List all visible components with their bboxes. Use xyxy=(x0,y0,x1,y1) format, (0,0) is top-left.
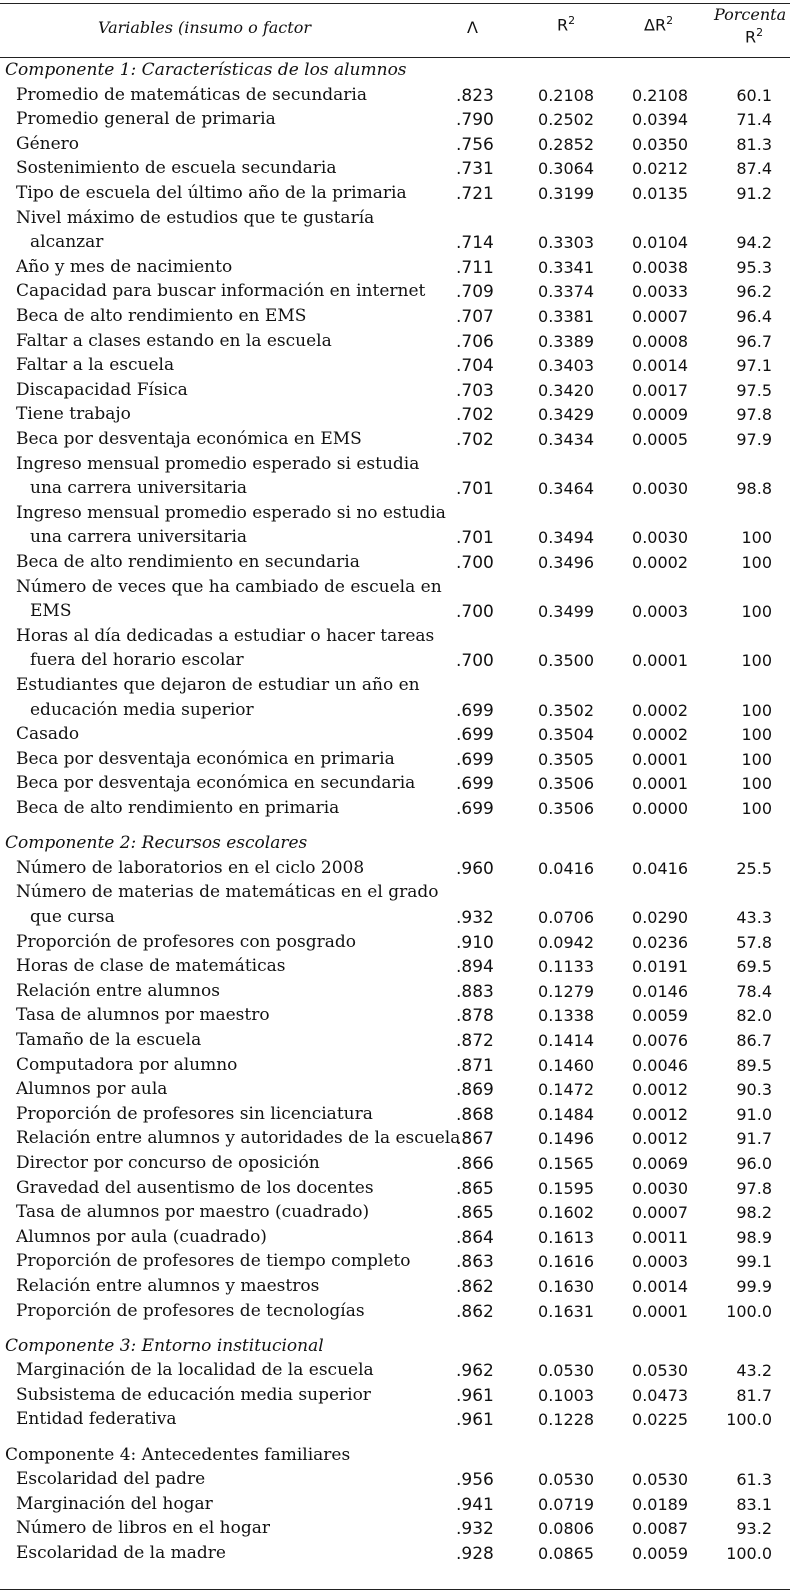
row-lambda: .932 xyxy=(456,907,494,928)
row-delta-r2: 0.0104 xyxy=(632,233,688,253)
row-percent: 57.8 xyxy=(736,932,772,952)
row-r2: 0.3420 xyxy=(538,380,594,400)
row-label: Subsistema de educación media superior xyxy=(16,1384,371,1405)
row-label: Tamaño de la escuela xyxy=(16,1029,202,1050)
row-r2: 0.0706 xyxy=(538,907,594,927)
row-lambda: .700 xyxy=(456,602,494,623)
row-label: Número de libros en el hogar xyxy=(16,1518,271,1539)
row-percent: 94.2 xyxy=(736,233,772,253)
row-label: Número de laboratorios en el ciclo 2008 xyxy=(16,857,365,878)
row-label: Beca de alto rendimiento en EMS xyxy=(16,306,307,326)
row-delta-r2: 0.0212 xyxy=(632,159,688,179)
row-label: Proporción de profesores con posgrado xyxy=(16,931,357,952)
row-lambda: .702 xyxy=(456,405,494,426)
row-label: Tiene trabajo xyxy=(16,404,131,425)
row-r2: 0.3403 xyxy=(538,356,594,376)
row-lambda: .872 xyxy=(456,1030,494,1051)
row-r2: 0.1228 xyxy=(538,1410,594,1430)
row-delta-r2: 0.0146 xyxy=(632,981,688,1001)
row-label: Ingreso mensual promedio esperado si estudia xyxy=(16,453,420,474)
row-percent: 100.0 xyxy=(726,1301,772,1321)
row-label: Beca de alto rendimiento en secundaria xyxy=(16,552,360,572)
row-r2: 0.3500 xyxy=(538,651,594,671)
row-percent: 89.5 xyxy=(736,1055,772,1075)
row-r2: 0.3464 xyxy=(538,479,594,499)
row-r2: 0.1484 xyxy=(538,1104,594,1124)
row-label: Discapacidad Física xyxy=(16,379,188,400)
row-lambda: .699 xyxy=(456,725,494,746)
row-label: Casado xyxy=(16,724,80,745)
row-delta-r2: 0.0059 xyxy=(632,1006,688,1026)
row-label: Relación entre alumnos xyxy=(16,980,220,1001)
section-title: Componente 1: Características de los alumnos xyxy=(5,60,407,80)
row-lambda: .869 xyxy=(456,1080,494,1101)
row-delta-r2: 0.0014 xyxy=(632,1276,688,1296)
row-label: Relación entre alumnos y maestros xyxy=(16,1275,320,1296)
row-lambda: .867 xyxy=(456,1129,494,1150)
row-r2: 0.2108 xyxy=(538,85,594,105)
row-percent: 43.2 xyxy=(736,1361,772,1381)
row-lambda: .862 xyxy=(456,1276,494,1297)
row-r2: 0.3064 xyxy=(538,159,594,179)
row-delta-r2: 0.0350 xyxy=(632,134,688,154)
row-lambda: .932 xyxy=(456,1519,494,1540)
row-percent: 99.9 xyxy=(736,1276,772,1296)
row-lambda: .699 xyxy=(456,799,494,819)
row-r2: 0.1630 xyxy=(538,1276,594,1296)
row-r2: 0.1496 xyxy=(538,1129,594,1149)
row-delta-r2: 0.0290 xyxy=(632,907,688,927)
row-delta-r2: 0.0005 xyxy=(632,430,688,449)
row-percent: 100 xyxy=(741,774,772,794)
row-r2: 0.0416 xyxy=(538,858,594,878)
row-label: Tasa de alumnos por maestro (cuadrado) xyxy=(16,1202,370,1223)
row-delta-r2: 0.0008 xyxy=(632,331,688,351)
row-r2: 0.1595 xyxy=(538,1178,594,1198)
row-percent: 82.0 xyxy=(736,1006,772,1026)
row-delta-r2: 0.2108 xyxy=(632,85,688,105)
row-lambda: .862 xyxy=(456,1301,494,1322)
row-percent: 97.8 xyxy=(736,1178,772,1198)
row-label: Número de veces que ha cambiado de escuela en xyxy=(16,576,442,597)
header-r2: $R^2$ xyxy=(557,14,576,35)
row-lambda: .962 xyxy=(456,1361,494,1382)
row-lambda: .699 xyxy=(456,774,494,795)
row-delta-r2: 0.0001 xyxy=(632,749,688,769)
row-delta-r2: 0.0012 xyxy=(632,1129,688,1149)
row-delta-r2: 0.0003 xyxy=(632,602,688,622)
row-delta-r2: 0.0038 xyxy=(632,257,688,277)
row-r2: 0.1460 xyxy=(538,1055,594,1075)
row-lambda: .700 xyxy=(456,651,494,672)
row-label: Capacidad para buscar información en internet xyxy=(16,281,426,302)
row-label: Marginación de la localidad de la escuela xyxy=(16,1360,374,1381)
row-label: Entidad federativa xyxy=(16,1409,177,1430)
row-label: Beca por desventaja económica en secundaria xyxy=(16,773,416,794)
row-delta-r2: 0.0001 xyxy=(632,774,688,794)
row-label-continued: fuera del horario escolar xyxy=(30,650,244,671)
row-label: Ingreso mensual promedio esperado si no estudia xyxy=(16,502,446,523)
row-delta-r2: 0.0017 xyxy=(632,380,688,400)
row-r2: 0.3506 xyxy=(538,799,594,818)
row-r2: 0.2852 xyxy=(538,134,594,154)
row-r2: 0.0719 xyxy=(538,1494,594,1514)
row-percent: 81.7 xyxy=(736,1385,772,1405)
row-label: Proporción de profesores de tiempo completo xyxy=(16,1251,411,1272)
row-label-continued: una carrera universitaria xyxy=(30,527,248,548)
row-lambda: .878 xyxy=(456,1006,494,1027)
row-lambda: .941 xyxy=(456,1494,494,1515)
row-lambda: .703 xyxy=(456,380,494,401)
row-percent: 97.5 xyxy=(736,380,772,400)
row-percent: 100 xyxy=(741,799,772,818)
row-r2: 0.3496 xyxy=(538,553,594,572)
row-label: Proporción de profesores sin licenciatura xyxy=(16,1103,373,1124)
row-delta-r2: 0.0012 xyxy=(632,1080,688,1100)
row-delta-r2: 0.0002 xyxy=(632,700,688,720)
row-lambda: .871 xyxy=(456,1055,494,1076)
row-lambda: .961 xyxy=(456,1410,494,1431)
row-percent: 98.2 xyxy=(736,1203,772,1223)
row-r2: 0.3494 xyxy=(538,528,594,548)
row-label-continued: EMS xyxy=(30,601,72,622)
row-percent: 81.3 xyxy=(736,134,772,154)
row-label: Relación entre alumnos y autoridades de la escuela xyxy=(16,1128,461,1149)
row-delta-r2: 0.0003 xyxy=(632,1252,688,1272)
row-lambda: .714 xyxy=(456,233,494,254)
row-r2: 0.2502 xyxy=(538,110,594,130)
row-delta-r2: 0.0087 xyxy=(632,1519,688,1539)
row-lambda: .960 xyxy=(456,858,494,879)
row-lambda: .731 xyxy=(456,159,494,180)
row-delta-r2: 0.0225 xyxy=(632,1410,688,1430)
row-label: Promedio general de primaria xyxy=(16,109,276,130)
row-percent: 61.3 xyxy=(736,1470,772,1490)
row-lambda: .823 xyxy=(456,85,494,106)
row-label: Beca de alto rendimiento en primaria xyxy=(16,798,340,818)
row-lambda: .790 xyxy=(456,110,494,131)
row-percent: 100 xyxy=(741,725,772,745)
row-r2: 0.1602 xyxy=(538,1203,594,1223)
row-percent: 97.8 xyxy=(736,405,772,425)
row-percent: 93.2 xyxy=(736,1519,772,1539)
row-r2: 0.1616 xyxy=(538,1252,594,1272)
row-delta-r2: 0.0189 xyxy=(632,1494,688,1514)
row-lambda: .701 xyxy=(456,479,494,500)
row-r2: 0.3381 xyxy=(538,307,594,326)
row-percent: 100 xyxy=(741,749,772,769)
row-r2: 0.3389 xyxy=(538,331,594,351)
row-r2: 0.1133 xyxy=(538,957,594,977)
row-lambda: .701 xyxy=(456,528,494,549)
section-title: Componente 4: Antecedentes familiares xyxy=(5,1444,351,1465)
row-percent: 71.4 xyxy=(736,110,772,130)
row-lambda: .699 xyxy=(456,700,494,721)
row-r2: 0.0865 xyxy=(538,1543,594,1563)
row-lambda: .956 xyxy=(456,1470,494,1491)
row-delta-r2: 0.0030 xyxy=(632,479,688,499)
row-percent: 100.0 xyxy=(726,1543,772,1563)
row-percent: 100 xyxy=(741,602,772,622)
row-label: Estudiantes que dejaron de estudiar un año en xyxy=(16,675,420,695)
header-variables: Variables (insumo o factor xyxy=(98,18,311,37)
row-r2: 0.3341 xyxy=(538,257,594,277)
row-delta-r2: 0.0076 xyxy=(632,1030,688,1050)
table-bottom-rule xyxy=(0,1589,790,1590)
row-r2: 0.1338 xyxy=(538,1006,594,1026)
row-percent: 100 xyxy=(741,700,772,720)
row-r2: 0.1613 xyxy=(538,1227,594,1247)
row-percent: 96.0 xyxy=(736,1153,772,1173)
row-percent: 100 xyxy=(741,528,772,548)
row-delta-r2: 0.0011 xyxy=(632,1227,688,1247)
row-r2: 0.1414 xyxy=(538,1030,594,1050)
row-label: Nivel máximo de estudios que te gustaría xyxy=(16,207,375,228)
row-lambda: .721 xyxy=(456,184,494,204)
row-label: Sostenimiento de escuela secundaria xyxy=(16,158,337,179)
row-delta-r2: 0.0000 xyxy=(632,799,688,818)
row-percent: 43.3 xyxy=(736,907,772,927)
row-lambda: .864 xyxy=(456,1227,494,1248)
row-percent: 96.4 xyxy=(736,307,772,326)
row-delta-r2: 0.0002 xyxy=(632,553,688,572)
row-lambda: .865 xyxy=(456,1178,494,1199)
row-percent: 96.7 xyxy=(736,331,772,351)
row-label: Número de materias de matemáticas en el grado xyxy=(16,882,439,903)
row-delta-r2: 0.0473 xyxy=(632,1385,688,1405)
row-percent: 98.9 xyxy=(736,1227,772,1247)
header-rule xyxy=(0,57,790,58)
row-r2: 0.3303 xyxy=(538,233,594,253)
row-delta-r2: 0.0236 xyxy=(632,932,688,952)
row-lambda: .866 xyxy=(456,1153,494,1174)
row-percent: 90.3 xyxy=(736,1080,772,1100)
row-percent: 100 xyxy=(741,553,772,572)
row-percent: 91.2 xyxy=(736,184,772,203)
row-percent: 78.4 xyxy=(736,981,772,1001)
row-delta-r2: 0.0530 xyxy=(632,1361,688,1381)
row-percent: 86.7 xyxy=(736,1030,772,1050)
row-label: Director por concurso de oposición xyxy=(16,1152,320,1173)
section-title: Componente 3: Entorno institucional xyxy=(5,1335,324,1356)
row-lambda: .702 xyxy=(456,430,494,450)
row-r2: 0.3499 xyxy=(538,602,594,622)
row-lambda: .868 xyxy=(456,1104,494,1125)
row-label: Beca por desventaja económica en EMS xyxy=(16,429,362,449)
row-r2: 0.3502 xyxy=(538,700,594,720)
row-r2: 0.0530 xyxy=(538,1361,594,1381)
row-delta-r2: 0.0001 xyxy=(632,651,688,671)
row-r2: 0.1472 xyxy=(538,1080,594,1100)
row-delta-r2: 0.0002 xyxy=(632,725,688,745)
row-label: Promedio de matemáticas de secundaria xyxy=(16,84,368,105)
row-percent: 91.7 xyxy=(736,1129,772,1149)
header-percent: Porcenta xyxy=(714,5,787,24)
row-percent: 100 xyxy=(741,651,772,671)
row-r2: 0.1631 xyxy=(538,1301,594,1321)
row-delta-r2: 0.0033 xyxy=(632,282,688,302)
table-top-rule xyxy=(0,3,790,4)
row-label: Horas de clase de matemáticas xyxy=(16,956,286,977)
row-lambda: .711 xyxy=(456,257,494,278)
row-lambda: .961 xyxy=(456,1385,494,1406)
header-lambda: Λ xyxy=(467,18,478,37)
row-lambda: .883 xyxy=(456,981,494,1002)
row-label: Escolaridad del padre xyxy=(16,1469,206,1490)
row-lambda: .910 xyxy=(456,932,494,953)
row-lambda: .756 xyxy=(456,134,494,155)
row-r2: 0.3374 xyxy=(538,282,594,302)
row-lambda: .700 xyxy=(456,553,494,573)
row-percent: 96.2 xyxy=(736,282,772,302)
row-percent: 97.9 xyxy=(736,430,772,449)
row-r2: 0.1279 xyxy=(538,981,594,1001)
row-delta-r2: 0.0009 xyxy=(632,405,688,425)
row-r2: 0.1565 xyxy=(538,1153,594,1173)
row-label: Horas al día dedicadas a estudiar o hacer tareas xyxy=(16,625,435,646)
header-percent-r2: $R^2$ xyxy=(745,26,764,47)
row-percent: 99.1 xyxy=(736,1252,772,1272)
row-label: Faltar a la escuela xyxy=(16,355,175,376)
row-r2: 0.3504 xyxy=(538,725,594,745)
row-label-continued: educación media superior xyxy=(30,699,254,720)
row-label: Tipo de escuela del último año de la primaria xyxy=(16,183,407,203)
row-percent: 91.0 xyxy=(736,1104,772,1124)
row-r2: 0.0530 xyxy=(538,1470,594,1490)
row-delta-r2: 0.0135 xyxy=(632,184,688,203)
row-percent: 25.5 xyxy=(736,858,772,878)
row-percent: 100.0 xyxy=(726,1410,772,1430)
row-r2: 0.3429 xyxy=(538,405,594,425)
row-label: Computadora por alumno xyxy=(16,1054,238,1075)
row-delta-r2: 0.0007 xyxy=(632,307,688,326)
row-delta-r2: 0.0001 xyxy=(632,1301,688,1321)
row-lambda: .699 xyxy=(456,749,494,770)
row-delta-r2: 0.0059 xyxy=(632,1543,688,1563)
row-label: Escolaridad de la madre xyxy=(16,1542,226,1563)
row-lambda: .865 xyxy=(456,1203,494,1224)
row-label-continued: alcanzar xyxy=(30,232,104,253)
row-lambda: .707 xyxy=(456,307,494,327)
section-title: Componente 2: Recursos escolares xyxy=(5,833,308,854)
row-delta-r2: 0.0030 xyxy=(632,528,688,548)
row-label-continued: que cursa xyxy=(30,906,115,927)
row-r2: 0.3505 xyxy=(538,749,594,769)
row-r2: 0.1003 xyxy=(538,1385,594,1405)
row-r2: 0.3506 xyxy=(538,774,594,794)
row-percent: 60.1 xyxy=(736,85,772,105)
row-delta-r2: 0.0012 xyxy=(632,1104,688,1124)
row-percent: 95.3 xyxy=(736,257,772,277)
row-delta-r2: 0.0030 xyxy=(632,1178,688,1198)
row-label: Gravedad del ausentismo de los docentes xyxy=(16,1177,374,1198)
row-label: Proporción de profesores de tecnologías xyxy=(16,1300,365,1321)
row-lambda: .894 xyxy=(456,957,494,978)
row-label: Año y mes de nacimiento xyxy=(16,256,233,277)
row-delta-r2: 0.0046 xyxy=(632,1055,688,1075)
row-r2: 0.3199 xyxy=(538,184,594,203)
row-percent: 87.4 xyxy=(736,159,772,179)
row-r2: 0.3434 xyxy=(538,430,594,449)
row-delta-r2: 0.0191 xyxy=(632,957,688,977)
row-label: Alumnos por aula xyxy=(16,1079,168,1100)
row-delta-r2: 0.0530 xyxy=(632,1470,688,1490)
row-label: Alumnos por aula (cuadrado) xyxy=(16,1226,267,1247)
row-delta-r2: 0.0394 xyxy=(632,110,688,130)
row-lambda: .709 xyxy=(456,282,494,303)
row-percent: 97.1 xyxy=(736,356,772,376)
header-delta-r2: $\Delta R^2$ xyxy=(644,14,674,35)
row-label: Beca por desventaja económica en primaria xyxy=(16,748,395,769)
row-label: Marginación del hogar xyxy=(16,1493,213,1514)
row-delta-r2: 0.0416 xyxy=(632,858,688,878)
row-percent: 98.8 xyxy=(736,479,772,499)
row-percent: 69.5 xyxy=(736,957,772,977)
row-label: Género xyxy=(16,133,80,154)
row-delta-r2: 0.0014 xyxy=(632,356,688,376)
row-label: Faltar a clases estando en la escuela xyxy=(16,330,332,351)
row-delta-r2: 0.0069 xyxy=(632,1153,688,1173)
row-label-continued: una carrera universitaria xyxy=(30,478,248,499)
row-r2: 0.0942 xyxy=(538,932,594,952)
row-lambda: .928 xyxy=(456,1543,494,1564)
row-label: Tasa de alumnos por maestro xyxy=(16,1005,270,1026)
row-lambda: .863 xyxy=(456,1252,494,1273)
row-lambda: .706 xyxy=(456,331,494,352)
row-lambda: .704 xyxy=(456,356,494,377)
row-delta-r2: 0.0007 xyxy=(632,1203,688,1223)
row-r2: 0.0806 xyxy=(538,1519,594,1539)
row-percent: 83.1 xyxy=(736,1494,772,1514)
